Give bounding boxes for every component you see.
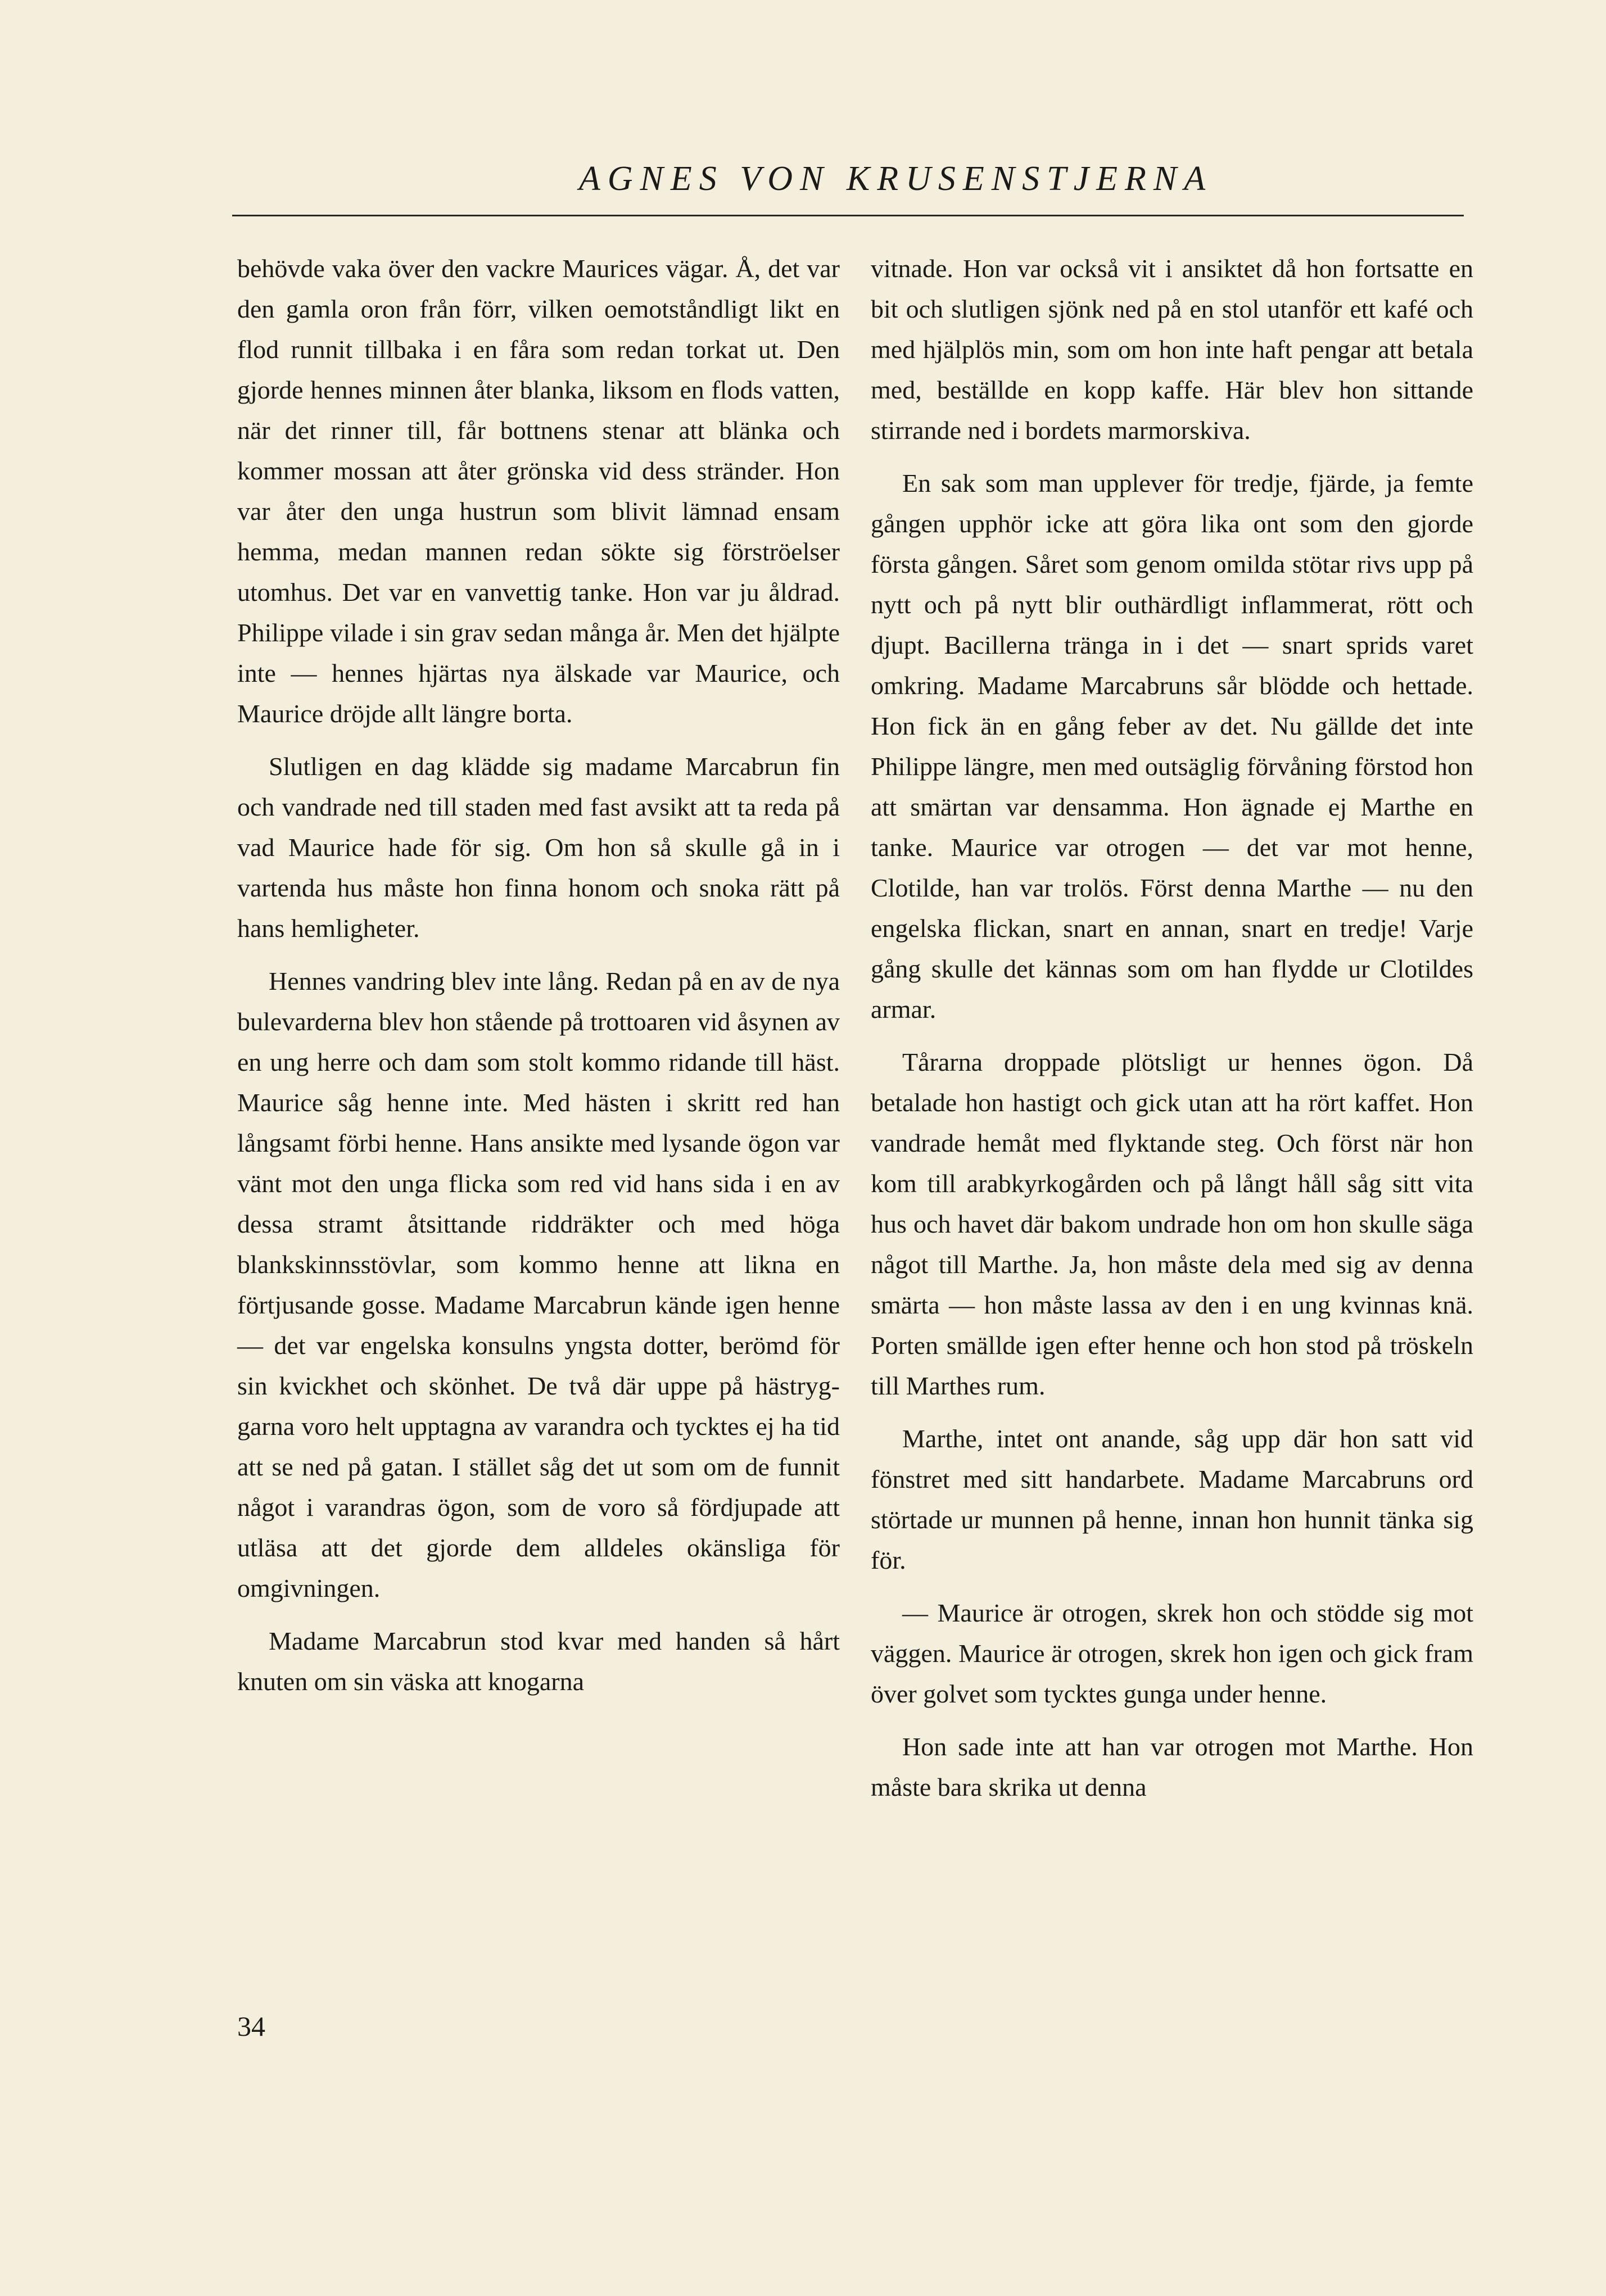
running-header-title: AGNES VON KRUSENSTJERNA [578, 160, 1213, 198]
paragraph: Slutligen en dag klädde sig madame Marcabrun fin och vandrade ned till staden med fast avsikt att ta reda på vad Maurice hade för sig. Om hon så skulle gå in i vartenda hus måste hon finna honom och snoka rätt på hans hemligheter. [237, 752, 840, 943]
paragraph: Tårarna droppade plötsligt ur hennes ögon. Då betalade hon hastigt och gick utan att ha rört kaffet. Hon vandrade hemåt med flyktande steg. Och först när hon kom till arabkyrkogården och på långt håll såg sitt vita hus och havet där bakom undrade hon om hon skulle säga något till Marthe. Ja, hon måste dela med sig av denna smärta — hon måste lassa av den i en ung kvinnas knä. Porten smällde igen efter henne och hon stod på tröskeln till Marthes rum. [871, 1048, 1473, 1400]
paragraph: — Maurice är otrogen, skrek hon och stödde sig mot väggen. Maurice är otrogen, skrek hon igen och gick fram över golvet som tycktes gunga under henne. [871, 1598, 1473, 1708]
left-column [237, 248, 840, 1714]
paragraph: Madame Marcabrun stod kvar med handen så hårt knuten om sin väska att knogarna [237, 1627, 840, 1696]
paragraph: Hon sade inte att han var otrogen mot Marthe. Hon måste bara skrika ut denna [871, 1732, 1473, 1801]
paragraph: En sak som man upplever för tredje, fjärde, ja femte gången upphör icke att göra lika ont som den gjorde första gången. Såret som genom omilda stötar rivs upp på nytt och på nytt blir outhärdligt inflammerat, rött och djupt. Bacillerna tränga in i det — snart sprids varet omkring. Madame Marcabruns sår blödde och hettade. Hon fick än en gång feber av det. Nu gällde det inte Philippe längre, men med outsäglig förvåning förstod hon att smärtan var densamma. Hon ägnade ej Marthe en tanke. Maurice var otrogen — det var mot henne, Clotilde, han var trolös. Först denna Marthe — nu den engelska flickan, snart en annan, snart en tredje! Varje gång skulle det kännas som om han flydde ur Clotildes armar. [871, 469, 1473, 1024]
paragraph: Hennes vandring blev inte lång. Redan på en av de nya bulevarderna blev hon stående på trottoaren vid åsynen av en ung herre och dam som stolt kommo ridande till häst. Maurice såg henne inte. Med hästen i skritt red han långsamt förbi henne. Hans ansikte med lysande ögon var vänt mot den unga flicka som red vid hans sida i en av dessa stramt åtsittande riddräkter och med höga blankskinnsstövlar, som kommo henne att likna en förtjusande gosse. Madame Marcabrun kände igen henne — det var engelska konsulns yngsta dotter, berömd för sin kvickhet och skönhet. De två där uppe på hästryggarna voro helt upptagna av varandra och tycktes ej ha tid att se ned på gatan. I stället såg det ut som om de funnit något i varandras ögon, som de voro så fördjupade att utläsa att det gjorde dem alldeles okänsliga för omgivningen. [237, 967, 840, 1602]
paragraph: vitnade. Hon var också vit i ansiktet då hon fortsatte en bit och slutligen sjönk ned på en stol utanför ett kafé och med hjälplös min, som om hon inte haft pengar att betala med, beställde en kopp kaffe. Här blev hon sittande stirrande ned i bordets marmorskiva. [871, 254, 1473, 445]
running-header [232, 156, 1464, 201]
right-column [871, 248, 1473, 1820]
page-number: 34 [237, 2010, 265, 2042]
header-divider [232, 215, 1464, 216]
paragraph: Marthe, intet ont anande, såg upp där hon satt vid fönstret med sitt handarbete. Madame Marcabruns ord störtade ur munnen på henne, innan hon hunnit tänka sig för. [871, 1424, 1473, 1574]
paragraph: behövde vaka över den vackre Maurices vägar. Å, det var den gamla oron från förr, vilken oemotståndligt likt en flod runnit tillbaka i en fåra som redan torkat ut. Den gjorde hennes minnen åter blanka, liksom en flods vatten, när det rinner till, får bottnens stenar att blänka och kommer mossan att åter grönska vid dess stränder. Hon var åter den unga hustrun som blivit lämnad ensam hemma, medan mannen redan sökte sig förströelser utomhus. Det var en vanvettig tanke. Hon var ju åldrad. Philippe vilade i sin grav sedan många år. Men det hjälpte inte — hennes hjärtas nya älskade var Maurice, och Maurice dröjde allt längre borta. [237, 254, 840, 728]
